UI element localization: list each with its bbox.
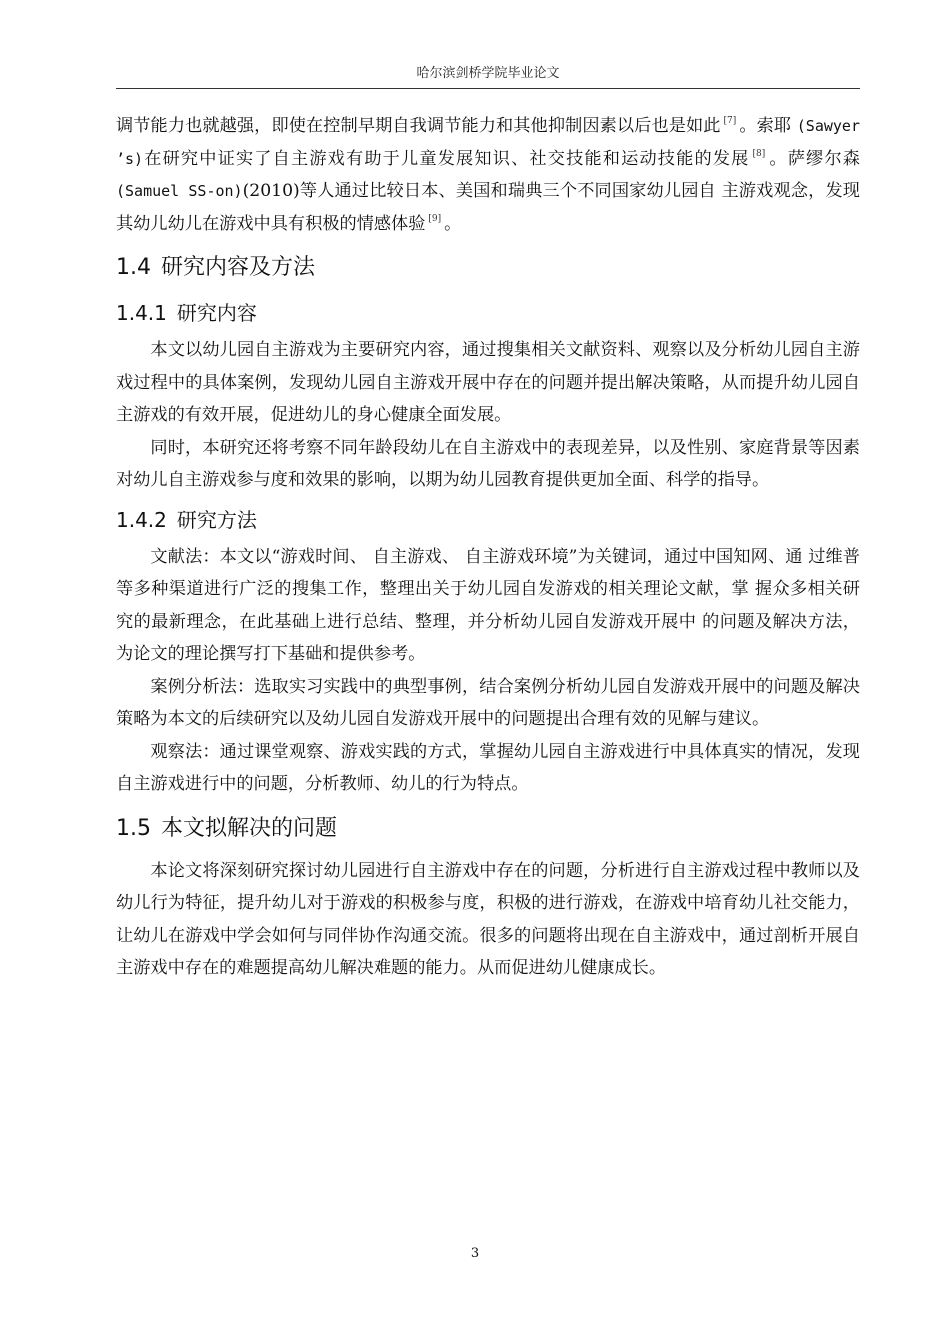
intro-text-2: 。索耶	[739, 116, 792, 136]
section-number: 1.4	[116, 255, 151, 280]
page-body	[116, 110, 860, 985]
subsection-heading-1-4-1	[116, 294, 860, 332]
subsection-number: 1.4.2	[116, 507, 167, 532]
section-heading-1-4	[116, 248, 860, 288]
intro-text-5: 。萨缪尔森	[768, 148, 860, 169]
intro-text-1: 调节能力也就越强，即使在控制早期自我调节能力和其他抑制因素以后也是如此	[116, 116, 721, 136]
intro-text-4: 在研究中证实了自主游戏有助于儿童发展知识、社交技能和运动技能的发展	[143, 148, 750, 169]
section-heading-1-5	[116, 809, 860, 849]
body-paragraph: 观察法：通过课堂观察、游戏实践的方式，掌握幼儿园自主游戏进行中具体真实的情况，发现自主游戏进行中的问题，分析教师、幼儿的行为特点。	[116, 741, 860, 794]
page-number: 3	[470, 1246, 480, 1261]
header-divider	[116, 88, 860, 89]
intro-text-8: 。	[444, 213, 462, 234]
citation-ref: [7]	[723, 116, 737, 126]
citation-ref: [8]	[752, 148, 766, 159]
body-paragraph: 本论文将深刻研究探讨幼儿园进行自主游戏中存在的问题，分析进行自主游戏过程中教师以及幼儿行为特征，提升幼儿对于游戏的积极参与度，积极的进行游戏，在游戏中培育幼儿社交能力，让幼儿在游戏中学会如何与同伴协作沟通交流。很多的问题将出现在自主游戏中，通过剖析开展自主游戏中存在的难题提高幼儿解决难题的能力。从而促进幼儿健康成长。	[116, 860, 860, 978]
body-paragraph: 文献法：本文以“游戏时间、 自主游戏、 自主游戏环境”为关键词，通过中国知网、通 过维普等多种渠道进行广泛的搜集工作，整理出关于幼儿园自发游戏的相关理论文献，掌 握众多相关研究的最新理念，在此基础上进行总结、整理，并分析幼儿园自发游戏开展中 的问题及解决方法，为论文的理论撰写打下基础和提供参考。	[116, 546, 860, 664]
section-title: 研究内容及方法	[161, 255, 316, 280]
intro-text-6: (Samuel SS-on)	[116, 182, 243, 200]
subsection-number: 1.4.1	[116, 301, 167, 325]
body-paragraph: 同时，本研究还将考察不同年龄段幼儿在自主游戏中的表现差异，以及性别、家庭背景等因素对幼儿自主游戏参与度和效果的影响，以期为幼儿园教育提供更加全面、科学的指导。	[116, 437, 860, 490]
section-number: 1.5	[116, 815, 151, 841]
body-paragraph: 案例分析法：选取实习实践中的典型事例，结合案例分析幼儿园自发游戏开展中的问题及解决策略为本文的后续研究以及幼儿园自发游戏开展中的问题提出合理有效的见解与建议。	[116, 676, 860, 729]
section-title: 本文拟解决的问题	[161, 815, 338, 841]
intro-text-7: (2010)等人通过比较日本、美国和瑞典三个不同国家幼儿园自 主游戏观念，发现其幼儿幼儿在游戏中具有积极的情感体验	[116, 181, 860, 234]
citation-ref: [9]	[428, 213, 442, 224]
subsection-heading-1-4-2	[116, 501, 860, 539]
running-header: 哈尔滨剑桥学院毕业论文	[416, 66, 560, 81]
intro-text-3: (Sawyer ’s)	[116, 117, 860, 168]
body-paragraph: 本文以幼儿园自主游戏为主要研究内容，通过搜集相关文献资料、观察以及分析幼儿园自主游戏过程中的具体案例，发现幼儿园自主游戏开展中存在的问题并提出解决策略，从而提升幼儿园自主游戏的有效开展，促进幼儿的身心健康全面发展。	[116, 340, 860, 425]
subsection-title: 研究内容	[176, 301, 257, 325]
subsection-title: 研究方法	[176, 507, 257, 532]
intro-paragraph	[116, 110, 860, 240]
